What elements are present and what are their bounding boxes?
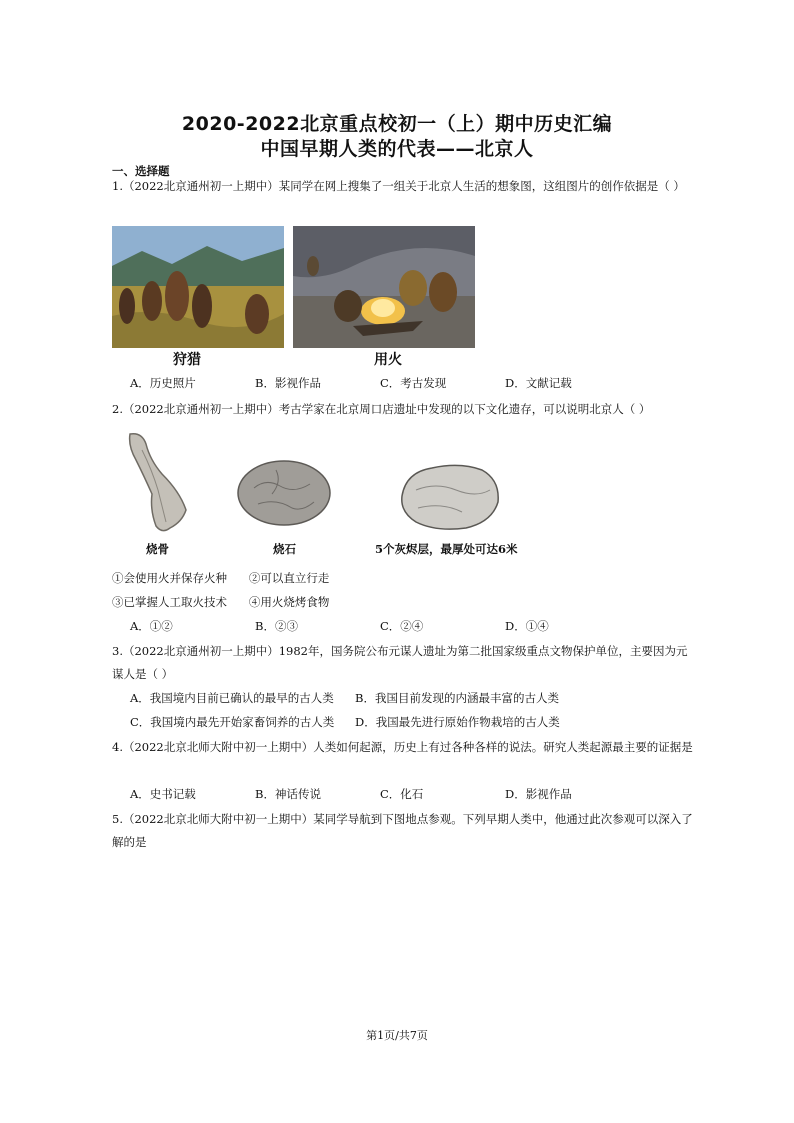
caption-hunting: 狩猎	[173, 352, 201, 368]
option-c: C．化石	[380, 787, 424, 801]
burnt-bone-image	[122, 430, 192, 538]
option-a: A．我国境内目前已确认的最早的古人类	[130, 691, 334, 705]
question-4-options	[130, 786, 630, 802]
option-b: B．我国目前发现的内涵最丰富的古人类	[355, 691, 559, 705]
option-b: B．神话传说	[255, 787, 321, 801]
ash-layer-image	[396, 460, 504, 534]
option-d: D．影视作品	[505, 787, 572, 801]
hunting-illustration	[112, 226, 284, 348]
document-title-line2: 中国早期人类的代表——北京人	[260, 138, 534, 160]
caption-burnt-bone: 烧骨	[146, 542, 169, 556]
option-a: A．史书记载	[130, 787, 196, 801]
question-4-text: 4.（2022北京北师大附中初一上期中）人类如何起源，历史上有过各种各样的说法。研究人类起源最主要的证据是	[112, 740, 693, 754]
option-d: D．文献记载	[505, 376, 572, 390]
statement-row-1: ①会使用火并保存火种 ②可以直立行走	[112, 571, 330, 585]
document-title-line1: 2020-2022北京重点校初一（上）期中历史汇编	[181, 113, 613, 135]
question-1-options	[130, 375, 630, 391]
option-b: B．②③	[255, 619, 298, 633]
statement-row-2: ③已掌握人工取火技术 ④用火烧烤食物	[112, 595, 330, 609]
caption-fire: 用火	[374, 352, 402, 368]
question-2-text: 2.（2022北京通州初一上期中）考古学家在北京周口店遗址中发现的以下文化遗存，可以说明北京人（ ）	[112, 402, 651, 416]
option-d: D．我国最先进行原始作物栽培的古人类	[355, 715, 560, 729]
question-5-text: 5.（2022北京北师大附中初一上期中）某同学导航到下图地点参观。下列早期人类中，他通过此次参观可以深入了解的是	[112, 812, 693, 849]
caption-ash-layers: 5个灰烬层，最厚处可达6米	[375, 542, 518, 556]
burnt-stone-image	[236, 458, 332, 528]
option-c: C．我国境内最先开始家畜饲养的古人类	[130, 715, 335, 729]
question-3-options-row1	[130, 690, 580, 706]
option-c: C．②④	[380, 619, 424, 633]
question-3-text: 3.（2022北京通州初一上期中）1982年，国务院公布元谋人遗址为第二批国家级重点文物保护单位，主要因为元谋人是（ ）	[112, 644, 688, 681]
option-a: A．历史照片	[130, 376, 196, 390]
question-1-text: 1.（2022北京通州初一上期中）某同学在网上搜集了一组关于北京人生活的想象图，这组图片的创作依据是（ ）	[112, 179, 685, 193]
question-2-options	[130, 618, 630, 634]
section-heading: 一、选择题	[112, 164, 170, 178]
fire-illustration	[293, 226, 475, 348]
question-3-options-row2	[130, 714, 580, 730]
page-footer: 第1页/共7页	[366, 1029, 428, 1042]
option-d: D．①④	[505, 619, 549, 633]
option-c: C．考古发现	[380, 376, 447, 390]
option-a: A．①②	[130, 619, 173, 633]
caption-burnt-stone: 烧石	[273, 542, 296, 556]
option-b: B．影视作品	[255, 376, 321, 390]
